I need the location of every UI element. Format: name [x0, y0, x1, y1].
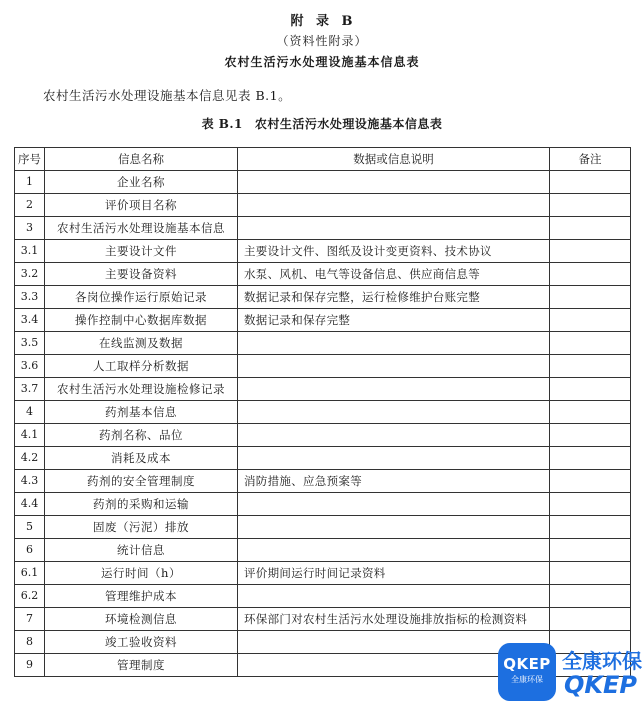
row-description [238, 493, 550, 516]
row-info-name: 运行时间（h） [45, 562, 238, 585]
row-note [550, 309, 631, 332]
table-row [15, 171, 631, 194]
row-info-name: 统计信息 [45, 539, 238, 562]
row-description: 环保部门对农村生活污水处理设施排放指标的检测资料 [238, 608, 550, 631]
table-row [15, 493, 631, 516]
table-row [15, 401, 631, 424]
row-info-name: 竣工验收资料 [45, 631, 238, 654]
row-info-name: 评价项目名称 [45, 194, 238, 217]
row-description [238, 447, 550, 470]
table-title: 农村生活污水处理设施基本信息表 [254, 117, 443, 131]
row-number: 3.4 [15, 309, 45, 332]
logo-badge [498, 643, 556, 701]
table-row [15, 516, 631, 539]
table-row [15, 447, 631, 470]
row-description [238, 424, 550, 447]
row-note [550, 608, 631, 631]
row-note [550, 240, 631, 263]
row-note [550, 217, 631, 240]
table-row [15, 194, 631, 217]
table-header-row [15, 148, 631, 171]
row-description: 主要设计文件、图纸及设计变更资料、技术协议 [238, 240, 550, 263]
row-note [550, 447, 631, 470]
row-number: 3.5 [15, 332, 45, 355]
row-number: 3.3 [15, 286, 45, 309]
row-number: 1 [15, 171, 45, 194]
row-note [550, 263, 631, 286]
row-note [550, 516, 631, 539]
row-note [550, 539, 631, 562]
row-info-name: 农村生活污水处理设施检修记录 [45, 378, 238, 401]
row-info-name: 操作控制中心数据库数据 [45, 309, 238, 332]
row-info-name: 企业名称 [45, 171, 238, 194]
row-number: 4.2 [15, 447, 45, 470]
row-description [238, 378, 550, 401]
row-number: 6.1 [15, 562, 45, 585]
appendix-type: （资料性附录） [276, 34, 368, 48]
row-number: 4.4 [15, 493, 45, 516]
row-number: 4.3 [15, 470, 45, 493]
row-number: 9 [15, 654, 45, 677]
info-table [14, 147, 631, 677]
row-info-name: 主要设备资料 [45, 263, 238, 286]
row-note [550, 424, 631, 447]
brand-name-en: QKEP [564, 671, 637, 699]
row-number: 4 [15, 401, 45, 424]
row-number: 3.7 [15, 378, 45, 401]
row-description: 消防措施、应急预案等 [238, 470, 550, 493]
row-info-name: 主要设计文件 [45, 240, 238, 263]
badge-text-en: QKEP [503, 655, 551, 673]
row-info-name: 环境检测信息 [45, 608, 238, 631]
row-number: 3 [15, 217, 45, 240]
row-description [238, 355, 550, 378]
row-info-name: 管理维护成本 [45, 585, 238, 608]
row-info-name: 药剂名称、品位 [45, 424, 238, 447]
row-note [550, 286, 631, 309]
table-row [15, 286, 631, 309]
table-row [15, 263, 631, 286]
row-description [238, 401, 550, 424]
column-header-name: 信息名称 [45, 148, 238, 171]
row-description [238, 171, 550, 194]
row-info-name: 药剂的采购和运输 [45, 493, 238, 516]
badge-text-cn: 全康环保 [511, 675, 543, 684]
column-header-no: 序号 [15, 148, 45, 171]
table-caption [0, 115, 644, 132]
row-description: 数据记录和保存完整 [238, 309, 550, 332]
row-description: 水泵、风机、电气等设备信息、供应商信息等 [238, 263, 550, 286]
row-number: 8 [15, 631, 45, 654]
row-info-name: 农村生活污水处理设施基本信息 [45, 217, 238, 240]
intro-paragraph: 农村生活污水处理设施基本信息见表 B.1。 [43, 88, 292, 103]
table-number: 表 B.1 [201, 117, 243, 131]
row-info-name: 消耗及成本 [45, 447, 238, 470]
table-row [15, 240, 631, 263]
row-description [238, 332, 550, 355]
row-info-name: 在线监测及数据 [45, 332, 238, 355]
table-row [15, 378, 631, 401]
watermark-logo [498, 643, 644, 712]
row-number: 6 [15, 539, 45, 562]
row-number: 7 [15, 608, 45, 631]
row-number: 4.1 [15, 424, 45, 447]
row-info-name: 药剂基本信息 [45, 401, 238, 424]
row-info-name: 固废（污泥）排放 [45, 516, 238, 539]
row-note [550, 332, 631, 355]
row-description: 评价期间运行时间记录资料 [238, 562, 550, 585]
row-number: 5 [15, 516, 45, 539]
row-info-name: 各岗位操作运行原始记录 [45, 286, 238, 309]
row-info-name: 药剂的安全管理制度 [45, 470, 238, 493]
row-description [238, 516, 550, 539]
row-description [238, 585, 550, 608]
table-row [15, 355, 631, 378]
row-info-name: 人工取样分析数据 [45, 355, 238, 378]
row-note [550, 194, 631, 217]
row-note [550, 401, 631, 424]
appendix-label: 附 录 B [290, 14, 354, 29]
column-header-desc: 数据或信息说明 [238, 148, 550, 171]
table-row [15, 424, 631, 447]
row-note [550, 470, 631, 493]
row-info-name: 管理制度 [45, 654, 238, 677]
row-number: 3.1 [15, 240, 45, 263]
row-description [238, 539, 550, 562]
table-row [15, 217, 631, 240]
table-row [15, 309, 631, 332]
row-number: 3.6 [15, 355, 45, 378]
table-row [15, 585, 631, 608]
row-note [550, 562, 631, 585]
table-row [15, 539, 631, 562]
row-number: 2 [15, 194, 45, 217]
table-row [15, 332, 631, 355]
column-header-note: 备注 [550, 148, 631, 171]
table-row [15, 470, 631, 493]
row-number: 6.2 [15, 585, 45, 608]
row-note [550, 493, 631, 516]
table-row [15, 562, 631, 585]
row-description: 数据记录和保存完整，运行检修维护台账完整 [238, 286, 550, 309]
row-note [550, 171, 631, 194]
row-description [238, 217, 550, 240]
row-description [238, 194, 550, 217]
brand-name-cn: 全康环保 [562, 649, 642, 673]
table-row [15, 608, 631, 631]
row-note [550, 355, 631, 378]
page-title: 农村生活污水处理设施基本信息表 [224, 55, 420, 69]
row-note [550, 378, 631, 401]
row-number: 3.2 [15, 263, 45, 286]
row-note [550, 585, 631, 608]
